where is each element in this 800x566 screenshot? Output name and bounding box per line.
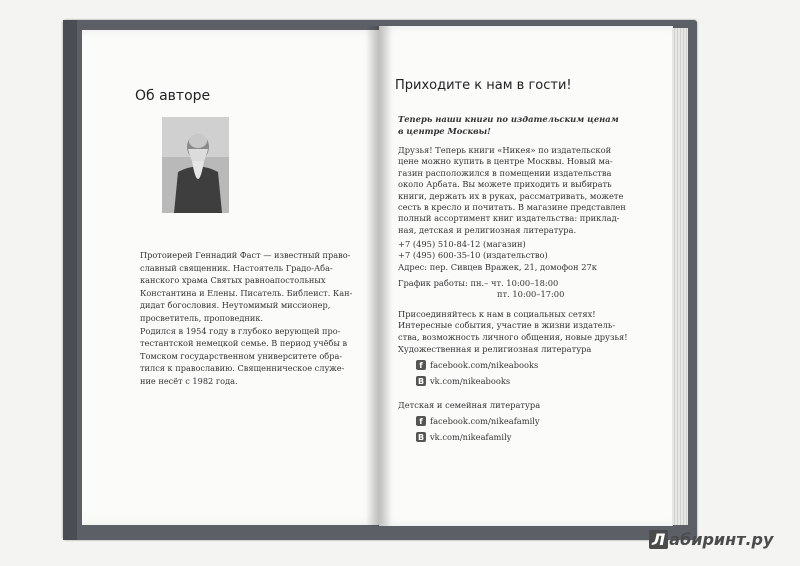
bio-line: Родился в 1954 году в глубоко верующей про- (140, 325, 341, 336)
bio-line: ние несёт с 1982 года. (140, 375, 238, 386)
social-group-title: Детская и семейная литература (398, 400, 541, 410)
bio-line: тился к православию. Священническое служе- (140, 363, 345, 374)
vk-url: vk.com/nikeabooks (430, 376, 511, 386)
bio-line: канского храма Святых равноапостольных (140, 275, 326, 286)
bio-line: дидат богословия. Неутомимый миссионер, (140, 300, 331, 311)
bio-line: просветитель, проповедник. (140, 312, 264, 323)
bio-line: тестантской немецкой семье. В период учёбы в (140, 338, 348, 349)
vk-link-nikeafamily[interactable] (416, 429, 648, 445)
author-bio (140, 249, 365, 388)
book-gutter (366, 26, 392, 526)
bio-line: Константина и Елены. Писатель. Библеист. Кан- (140, 287, 353, 298)
social-group-title: Художественная и религиозная литература (398, 344, 592, 354)
social-intro-line: Интересные события, участие в жизни издатель- (398, 320, 616, 331)
body-line: ная, детская и религиозная литература. (398, 224, 577, 235)
watermark-text: абиринт.ру (669, 530, 774, 549)
vk-link-nikeabooks[interactable] (416, 373, 648, 389)
social-group-fiction (398, 344, 648, 389)
intro-text (398, 113, 648, 137)
vk-icon: B (417, 432, 425, 442)
facebook-link-nikeafamily[interactable] (416, 413, 648, 429)
facebook-icon: f (416, 416, 426, 426)
body-line: полный ассортимент книг издательства: приклад- (398, 213, 620, 224)
shop-description (398, 145, 648, 236)
watermark-logo-letter: Л (649, 530, 668, 549)
facebook-link-nikeabooks[interactable] (416, 357, 648, 373)
body-line: книги, держать их в руках, рассматривать, можете (398, 190, 624, 201)
intro-line: в центре Москвы! (398, 126, 491, 136)
facebook-icon: f (416, 360, 426, 370)
bio-line: Томском государственном университете обра- (140, 350, 343, 361)
cover-edge (63, 20, 77, 540)
intro-line: Теперь наши книги по издательским ценам (398, 114, 619, 124)
visit-us-heading: Приходите к нам в гости! (395, 78, 572, 93)
contact-phone-publisher: +7 (495) 600-35-10 (издательство) (398, 250, 548, 261)
facebook-url: facebook.com/nikeafamily (430, 416, 540, 426)
body-line: цене можно купить в центре Москвы. Новый ма- (398, 156, 613, 167)
social-intro-line: ства, возможность личного общения, новые друзья! (398, 331, 628, 342)
contact-phone-shop: +7 (495) 510-84-12 (магазин) (398, 239, 526, 249)
social-group-family (398, 400, 648, 445)
bio-line: славный священник. Настоятель Градо-Аба- (140, 262, 333, 273)
about-author-heading: Об авторе (135, 88, 211, 104)
facebook-url: facebook.com/nikeabooks (430, 360, 539, 370)
social-intro-line: Присоединяйтесь к нам в социальных сетях! (398, 309, 596, 319)
bio-line: Протоиерей Геннадий Фаст — известный право- (140, 250, 351, 260)
labirint-watermark (649, 530, 773, 549)
body-line: газин расположился в помещении издательства (398, 167, 612, 178)
body-line: Друзья! Теперь книги «Никея» по издательской (398, 145, 612, 155)
schedule-line: График работы: пн.– чт. 10:00–18:00 (398, 278, 559, 288)
schedule-line: пт. 10:00–17:00 (497, 289, 565, 300)
schedule (398, 278, 648, 301)
body-line: сесть в кресло и почитать. В магазине представлен (398, 202, 626, 213)
social-intro (398, 309, 648, 343)
vk-url: vk.com/nikeafamily (430, 432, 512, 442)
contacts (398, 239, 648, 273)
author-photo (162, 117, 229, 213)
right-page (379, 26, 673, 526)
page-edges (672, 28, 688, 525)
contact-address: Адрес: пер. Сивцев Вражек, 21, домофон 27к (398, 261, 597, 272)
vk-icon: B (417, 376, 425, 386)
body-line: около Арбата. Вы можете приходить и выбирать (398, 179, 612, 190)
author-photo-image (162, 117, 229, 213)
